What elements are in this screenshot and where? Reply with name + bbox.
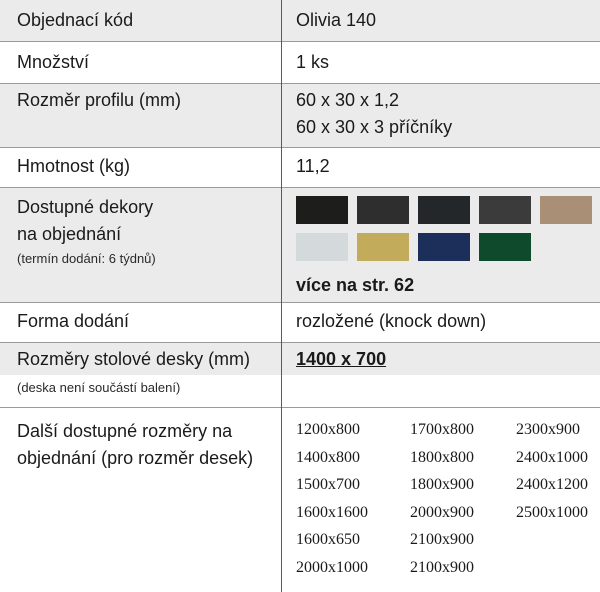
profile-label: Rozměr profilu (mm)	[17, 90, 182, 110]
profile-value-1: 60 x 30 x 1,2	[296, 90, 400, 110]
decor-swatch	[296, 233, 348, 261]
size-item: 1200x800	[296, 421, 360, 438]
decor-swatch	[479, 196, 531, 224]
decors-note: (termín dodání: 6 týdnů)	[17, 251, 156, 266]
table-top-label: Rozměry stolové desky (mm)	[17, 349, 251, 369]
size-item: 1500x700	[296, 476, 360, 494]
size-item: 2400x1200	[516, 476, 588, 494]
sizes-column-1	[296, 416, 368, 582]
weight-label: Hmotnost (kg)	[17, 156, 131, 176]
size-item: 1800x800	[410, 448, 474, 466]
row-delivery	[0, 303, 600, 343]
decor-swatch	[418, 196, 470, 224]
decors-label-2: na objednání	[17, 224, 122, 244]
size-item: 2300x900	[516, 421, 580, 438]
sizes-column-3	[516, 416, 588, 526]
row-weight	[0, 148, 600, 188]
size-item: 1600x650	[296, 531, 360, 549]
size-item: 2100x900	[410, 558, 474, 576]
other-sizes-label-2: objednání (pro rozměr desek)	[17, 448, 254, 468]
table-top-note: (deska není součástí balení)	[17, 380, 181, 395]
decors-label-1: Dostupné dekory	[17, 197, 154, 217]
size-item: 1800x900	[410, 476, 474, 494]
size-item: 1700x800	[410, 421, 474, 438]
size-item: 1400x800	[296, 448, 360, 466]
size-item: 2100x900	[410, 531, 474, 549]
more-decors-link[interactable]: více na str. 62	[296, 275, 415, 295]
row-table-top	[0, 343, 600, 408]
row-quantity	[0, 42, 600, 84]
order-code-value: Olivia 140	[296, 10, 377, 30]
profile-value-2: 60 x 30 x 3 příčníky	[296, 117, 453, 137]
size-item: 1600x1600	[296, 503, 368, 521]
decor-swatch	[296, 196, 348, 224]
sizes-column-2	[410, 416, 474, 582]
size-item: 2500x1000	[516, 503, 588, 521]
delivery-label: Forma dodání	[17, 311, 130, 331]
size-item: 2400x1000	[516, 448, 588, 466]
row-order-code	[0, 0, 600, 42]
order-code-label: Objednací kód	[17, 10, 134, 30]
quantity-label: Množství	[17, 52, 90, 72]
table-top-value: 1400 x 700	[296, 349, 387, 369]
other-sizes-label-1: Další dostupné rozměry na	[17, 421, 233, 441]
decor-swatch	[479, 233, 531, 261]
decor-swatch	[418, 233, 470, 261]
decor-swatch	[357, 233, 409, 261]
column-divider	[281, 0, 282, 592]
row-profile	[0, 84, 600, 148]
size-item: 2000x1000	[296, 558, 368, 576]
weight-value: 11,2	[296, 156, 330, 176]
quantity-value: 1 ks	[296, 52, 330, 72]
decor-swatch	[357, 196, 409, 224]
decor-swatch	[540, 196, 592, 224]
size-item: 2000x900	[410, 503, 474, 521]
delivery-value: rozložené (knock down)	[296, 311, 487, 331]
